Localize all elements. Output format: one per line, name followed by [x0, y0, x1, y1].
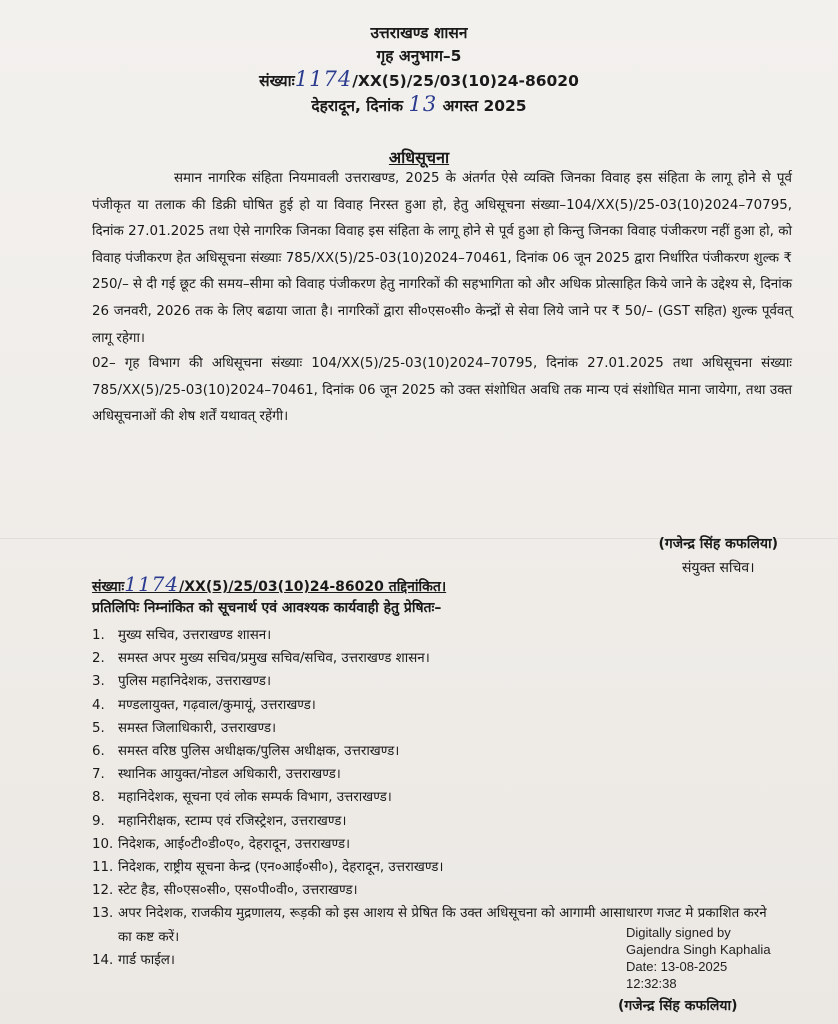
- dsig-line-1: Digitally signed by: [626, 925, 731, 940]
- list-item-number: 1.: [92, 628, 105, 643]
- list-item-text: समस्त अपर मुख्य सचिव/प्रमुख सचिव/सचिव, उत्तराखण्ड शासन।: [118, 651, 430, 667]
- dsig-line-3: Date: 13-08-2025: [626, 959, 728, 974]
- signatory-designation: संयुक्त सचिव।: [681, 560, 755, 576]
- list-item: [92, 670, 772, 693]
- list-item-number: 12.: [92, 883, 114, 899]
- list-item: [92, 786, 772, 809]
- list-item: [92, 694, 772, 717]
- signatory-name: (गजेन्द्र सिंह कफलिया): [658, 536, 778, 552]
- paragraph-1: समान नागरिक संहिता नियमावली उत्तराखण्ड, 2025 के अंतर्गत ऐसे व्यक्ति जिनका विवाह इस संहिता के लागू होने से पूर्व पंजीकृत या तलाक की डिक्री घोषित हुई हो या विवाह निरस्त हुआ हो, हेतु अधिसूचना संख्या–104/XX(5)/25-03(10)2024–70795, दिनांक 27.01.2025 तथा ऐसे नागरिक जिनका विवाह इस संहिता के लागू होने से पूर्व हुआ हो किन्तु जिनका विवाह पंजीकरण नहीं हुआ हो, को विवाह पंजीकरण हेत अधिसूचना संख्याः 785/XX(5)/25-03(10)2024–70461, दिनांक 06 जून 2025 द्वारा निर्धारित पंजीकरण शुल्क ₹ 250/– से दी गई छूट की समय–सीमा को विवाह पंजीकरण हेतु नागरिकों की सहभागिता को और अधिक प्रोत्साहित किये जाने के उद्देश्य से, दिनांक 26 जनवरी, 2026 तक के लिए बढाया जाता है। नागरिकों द्वारा सी०एस०सी० केन्द्रों से सेवा लिये जाने पर ₹ 50/– (GST सहित) शुल्क पूर्ववत् लागू रहेगा।: [92, 171, 792, 346]
- list-item: [92, 647, 772, 670]
- copy-heading: प्रतिलिपिः निम्नांकित को सूचनार्थ एवं आवश्यक कार्यवाही हेतु प्रेषितः–: [92, 600, 442, 616]
- list-item-number: 14.: [92, 952, 114, 968]
- list-item-number: 9.: [92, 813, 105, 829]
- list-item-text: निदेशक, राष्ट्रीय सूचना केन्द्र (एन०आई०सी०), देहरादून, उत्तराखण्ड।: [118, 860, 444, 876]
- copy-ref-suffix: /XX(5)/25/03(10)24-86020 तद्दिनांकित।: [179, 579, 447, 595]
- list-item: [92, 624, 772, 647]
- department-name: गृह अनुभाग–5: [376, 47, 462, 65]
- list-item-text: समस्त जिलाधिकारी, उत्तराखण्ड।: [118, 720, 277, 736]
- date-suffix: अगस्त 2025: [442, 97, 527, 115]
- issue-date: [0, 93, 838, 118]
- list-item-text: स्थानिक आयुक्त/नोडल अधिकारी, उत्तराखण्ड।: [118, 767, 341, 783]
- list-item-number: 5.: [92, 720, 105, 736]
- list-item-text: मण्डलायुक्त, गढ़वाल/कुमायूं, उत्तराखण्ड।: [118, 697, 316, 713]
- list-item-text: महानिदेशक, सूचना एवं लोक सम्पर्क विभाग, उत्तराखण्ड।: [118, 790, 392, 806]
- list-item: [92, 763, 772, 786]
- list-item-number: 11.: [92, 860, 114, 876]
- dsig-line-2: Gajendra Singh Kaphalia: [626, 942, 771, 957]
- copy-ref-prefix: संख्याः: [92, 579, 125, 595]
- list-item: [92, 717, 772, 740]
- digital-signature: [626, 924, 771, 992]
- list-item-text: स्टेट हैड, सी०एस०सी०, एस०पी०वी०, उत्तराखण्ड।: [118, 883, 358, 899]
- ref-handwritten-number: 1174: [294, 67, 353, 91]
- ref-suffix: /XX(5)/25/03(10)24-86020: [352, 72, 579, 90]
- ref-prefix: संख्याः: [259, 72, 295, 90]
- letterhead: [0, 22, 838, 118]
- list-item: [92, 856, 772, 879]
- list-item-number: 8.: [92, 790, 105, 806]
- list-item-number: 13.: [92, 906, 114, 922]
- bottom-signatory-name: (गजेन्द्र सिंह कफलिया): [618, 998, 738, 1014]
- list-item: [92, 833, 772, 856]
- dsig-line-4: 12:32:38: [626, 976, 677, 991]
- list-item: [92, 740, 772, 763]
- reference-number: [0, 68, 838, 93]
- list-item-number: 3.: [92, 674, 105, 690]
- list-item-number: 6.: [92, 744, 105, 760]
- list-item-text: महानिरीक्षक, स्टाम्प एवं रजिस्ट्रेशन, उत्तराखण्ड।: [118, 813, 347, 829]
- list-item-number: 7.: [92, 767, 105, 783]
- list-item-number: 4.: [92, 697, 105, 713]
- copy-reference-number: [92, 572, 446, 596]
- date-handwritten-day: 13: [408, 92, 438, 116]
- copy-ref-handwritten-number: 1174: [124, 572, 180, 596]
- government-name: उत्तराखण्ड शासन: [370, 24, 468, 42]
- paragraph-2: 02– गृह विभाग की अधिसूचना संख्याः 104/XX(5)/25-03(10)2024–70795, दिनांक 27.01.2025 तथा अधिसूचना संख्याः 785/XX(5)/25-03(10)2024–70461, दिनांक 06 जून 2025 को उक्त संशोधित अवधि तक मान्य एवं संशोधित माना जायेगा, तथा उक्त अधिसूचनाओं की शेष शर्तें यथावत् रहेंगी।: [92, 356, 792, 425]
- notification-body: [92, 166, 792, 431]
- list-item-text: गार्ड फाईल।: [118, 952, 175, 968]
- list-item-text: निदेशक, आई०टी०डी०ए०, देहरादून, उत्तराखण्ड।: [118, 836, 351, 852]
- list-item: [92, 810, 772, 833]
- list-item-number: 10.: [92, 836, 114, 852]
- list-item: [92, 879, 772, 902]
- notification-title: अधिसूचना: [388, 148, 450, 167]
- date-prefix: देहरादून, दिनांक: [311, 97, 404, 115]
- list-item-text: समस्त वरिष्ठ पुलिस अधीक्षक/पुलिस अधीक्षक, उत्तराखण्ड।: [118, 744, 400, 760]
- list-item-number: 2.: [92, 651, 105, 667]
- list-item-text: अपर निदेशक, राजकीय मुद्रणालय, रूड़की को इस आशय से प्रेषित कि उक्त अधिसूचना को आगामी आसाधारण गजट मे प्रकाशित करने का कष्ट करें।: [118, 906, 767, 945]
- recipient-list: [92, 624, 772, 972]
- list-item-text: मुख्य सचिव, उत्तराखण्ड शासन।: [118, 628, 272, 643]
- signature-block: [658, 532, 778, 580]
- list-item-text: पुलिस महानिदेशक, उत्तराखण्ड।: [118, 674, 272, 690]
